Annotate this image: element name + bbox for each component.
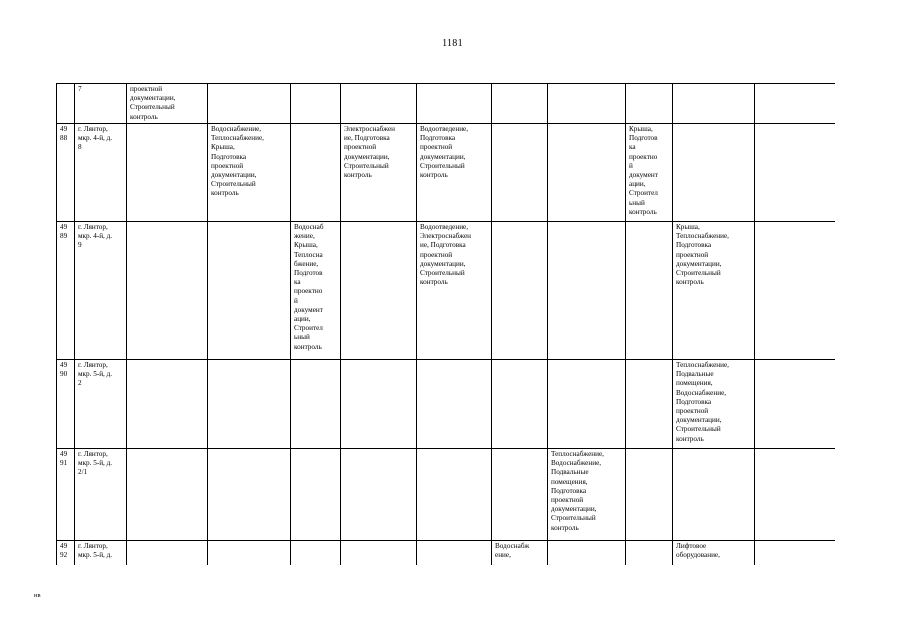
- table-cell: [208, 84, 291, 124]
- table-cell: [291, 124, 341, 222]
- table-cell: [755, 360, 836, 449]
- table-cell: [127, 84, 208, 124]
- table-cell: [626, 84, 673, 124]
- table-cell: [291, 84, 341, 124]
- table-cell: [548, 84, 626, 124]
- table-cell: [208, 222, 291, 360]
- table-cell: [417, 360, 492, 449]
- table-row: [57, 541, 836, 566]
- table-cell: [626, 222, 673, 360]
- table-cell: [341, 360, 417, 449]
- table-cell: [208, 449, 291, 541]
- table-cell: [548, 360, 626, 449]
- table-cell: [75, 84, 127, 124]
- table-cell: [492, 360, 548, 449]
- cell-text: г. Лянтор, мкр. 4-й, д. 8: [78, 125, 113, 152]
- cell-text: проектной документации, Строительный контроль: [130, 85, 176, 121]
- cell-text: г. Лянтор, мкр. 5-й, д.: [78, 542, 113, 560]
- table-cell: [75, 360, 127, 449]
- table-cell: [57, 360, 75, 449]
- table-cell: [341, 84, 417, 124]
- cell-text: Крыша, Теплоснабжение, Подготовка проектной документации, Строительный контроль: [676, 223, 729, 287]
- table-cell: [626, 541, 673, 566]
- table-cell: [127, 449, 208, 541]
- table-cell: [75, 222, 127, 360]
- table-cell: [57, 124, 75, 222]
- table-cell: [341, 222, 417, 360]
- footer-mark: нв: [34, 592, 41, 599]
- table-cell: [75, 449, 127, 541]
- cell-text: Теплоснабжение, Подвальные помещения, Водоснабжение, Подготовка проектной документации, Строительный контроль: [676, 361, 729, 443]
- cell-text: г. Лянтор, мкр. 5-й, д. 2/1: [78, 450, 113, 477]
- table-cell: [626, 124, 673, 222]
- table-cell: [548, 541, 626, 566]
- table-row: [57, 449, 836, 541]
- cell-text: Водоотведение, Электроснабжен ие, Подготовка проектной документации, Строительный контроль: [420, 223, 472, 287]
- table-body: [57, 84, 836, 566]
- schedule-table-container: [56, 83, 835, 565]
- table-cell: [57, 222, 75, 360]
- schedule-table: [56, 83, 835, 565]
- cell-text: 7: [78, 85, 82, 93]
- page-number: 1181: [442, 38, 463, 49]
- table-cell: [127, 541, 208, 566]
- cell-text: Электроснабжен ие, Подготовка проектной документации, Строительный контроль: [344, 125, 396, 180]
- cell-text: г. Лянтор, мкр. 4-й, д. 9: [78, 223, 113, 250]
- table-row: [57, 84, 836, 124]
- table-cell: [291, 449, 341, 541]
- table-cell: [291, 541, 341, 566]
- cell-text: г. Лянтор, мкр. 5-й, д. 2: [78, 361, 113, 388]
- cell-text: 49 88: [60, 125, 68, 143]
- table-cell: [755, 124, 836, 222]
- table-cell: [127, 222, 208, 360]
- table-cell: [673, 541, 755, 566]
- table-cell: [492, 449, 548, 541]
- table-cell: [75, 124, 127, 222]
- cell-text: 49 90: [60, 361, 68, 379]
- table-cell: [57, 84, 75, 124]
- table-cell: [417, 541, 492, 566]
- table-cell: [75, 541, 127, 566]
- cell-text: Лифтовое оборудование,: [676, 542, 720, 560]
- cell-text: 49 92: [60, 542, 68, 560]
- table-cell: [57, 449, 75, 541]
- table-cell: [626, 360, 673, 449]
- cell-text: Теплоснабжение, Водоснабжение, Подвальные помещения, Подготовка проектной документации, Строительный контроль: [551, 450, 604, 532]
- table-cell: [673, 222, 755, 360]
- table-cell: [291, 360, 341, 449]
- table-cell: [548, 449, 626, 541]
- table-cell: [341, 124, 417, 222]
- table-row: [57, 360, 836, 449]
- cell-text: Водоснабж ение,: [495, 542, 530, 560]
- table-cell: [127, 360, 208, 449]
- table-row: [57, 222, 836, 360]
- table-cell: [417, 124, 492, 222]
- table-cell: [492, 124, 548, 222]
- cell-text: Водоснаб жение, Крыша, Теплосна бжение, Подготов ка проектно й документ ации, Строител ьный контроль: [294, 223, 324, 351]
- table-cell: [417, 222, 492, 360]
- cell-text: Водоснабжение, Теплоснабжение, Крыша, Подготовка проектной документации, Строительный контроль: [211, 125, 264, 198]
- table-cell: [673, 360, 755, 449]
- table-cell: [626, 449, 673, 541]
- table-cell: [492, 541, 548, 566]
- cell-text: Водоотведение, Подготовка проектной документации, Строительный контроль: [420, 125, 469, 180]
- table-cell: [755, 449, 836, 541]
- table-cell: [417, 84, 492, 124]
- cell-text: Крыша, Подготов ка проектно й документ ации, Строител ьный контроль: [629, 125, 658, 216]
- table-cell: [673, 84, 755, 124]
- table-cell: [755, 84, 836, 124]
- table-cell: [208, 541, 291, 566]
- cell-text: 49 91: [60, 450, 68, 468]
- table-cell: [673, 124, 755, 222]
- table-cell: [492, 84, 548, 124]
- table-cell: [291, 222, 341, 360]
- table-cell: [417, 449, 492, 541]
- table-cell: [127, 124, 208, 222]
- table-cell: [208, 124, 291, 222]
- table-cell: [341, 541, 417, 566]
- table-row: [57, 124, 836, 222]
- table-cell: [673, 449, 755, 541]
- table-cell: [57, 541, 75, 566]
- table-cell: [492, 222, 548, 360]
- table-cell: [341, 449, 417, 541]
- cell-text: 49 89: [60, 223, 68, 241]
- table-cell: [208, 360, 291, 449]
- table-cell: [548, 124, 626, 222]
- table-cell: [755, 541, 836, 566]
- table-cell: [755, 222, 836, 360]
- table-cell: [548, 222, 626, 360]
